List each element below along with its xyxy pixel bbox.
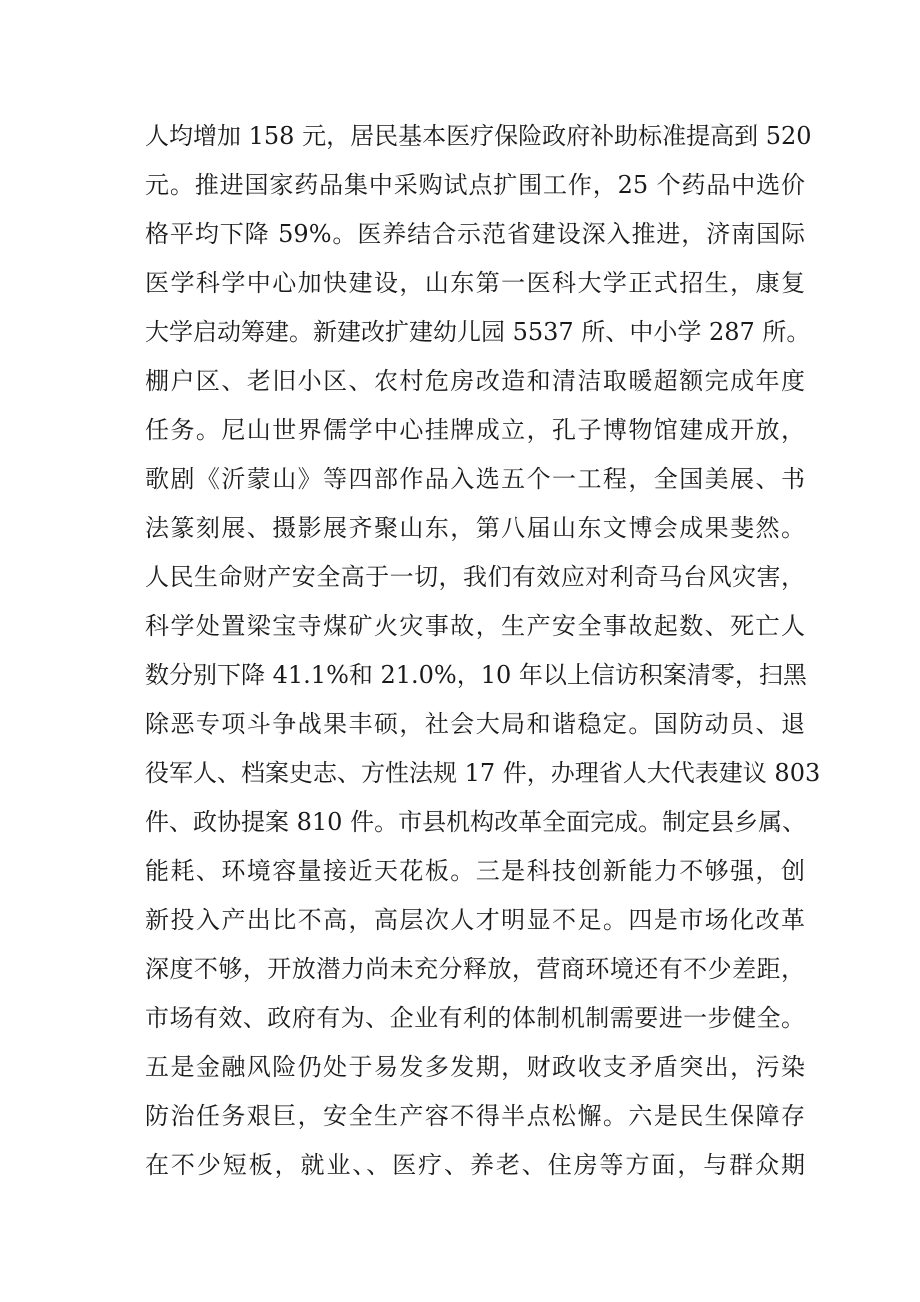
text-line: 新投入产出比不高，高层次人才明显不足。四是市场化改革 bbox=[145, 906, 805, 934]
text-line: 科学处置梁宝寺煤矿火灾事故，生产安全事故起数、死亡人 bbox=[145, 612, 805, 640]
text-line: 歌剧《沂蒙山》等四部作品入选五个一工程，全国美展、书 bbox=[145, 465, 805, 493]
text-line: 法篆刻展、摄影展齐聚山东，第八届山东文博会成果斐然。 bbox=[145, 514, 805, 542]
text-line: 能耗、环境容量接近天花板。三是科技创新能力不够强，创 bbox=[145, 857, 805, 885]
text-line: 任务。尼山世界儒学中心挂牌成立，孔子博物馆建成开放， bbox=[145, 416, 805, 444]
text-line: 防治任务艰巨，安全生产容不得半点松懈。六是民生保障存 bbox=[145, 1102, 805, 1130]
text-line: 深度不够，开放潜力尚未充分释放，营商环境还有不少差距， bbox=[145, 955, 805, 983]
text-line: 格平均下降 59%。医养结合示范省建设深入推进，济南国际 bbox=[145, 220, 805, 248]
text-line: 元。推进国家药品集中采购试点扩围工作，25 个药品中选价 bbox=[145, 171, 805, 199]
text-line: 件、政协提案 810 件。市县机构改革全面完成。制定县乡属、 bbox=[145, 808, 807, 836]
text-line: 市场有效、政府有为、企业有利的体制机制需要进一步健全。 bbox=[145, 1004, 805, 1032]
body-paragraph bbox=[145, 112, 821, 1190]
text-line: 大学启动筹建。新建改扩建幼儿园 5537 所、中小学 287 所。 bbox=[145, 318, 811, 346]
text-line: 棚户区、老旧小区、农村危房改造和清洁取暖超额完成年度 bbox=[145, 367, 805, 395]
text-line: 役军人、档案史志、方性法规 17 件，办理省人大代表建议 803 bbox=[145, 759, 821, 787]
text-line: 除恶专项斗争战果丰硕，社会大局和谐稳定。国防动员、退 bbox=[145, 710, 805, 738]
text-line: 五是金融风险仍处于易发多发期，财政收支矛盾突出，污染 bbox=[145, 1053, 805, 1081]
text-line: 在不少短板，就业、、医疗、养老、住房等方面，与群众期 bbox=[145, 1151, 805, 1179]
text-line: 人民生命财产安全高于一切，我们有效应对利奇马台风灾害， bbox=[145, 563, 805, 591]
text-line: 人均增加 158 元，居民基本医疗保险政府补助标准提高到 520 bbox=[145, 122, 812, 150]
text-line: 数分别下降 41.1%和 21.0%，10 年以上信访积案清零，扫黑 bbox=[145, 661, 807, 689]
text-line: 医学科学中心加快建设，山东第一医科大学正式招生，康复 bbox=[145, 269, 805, 297]
